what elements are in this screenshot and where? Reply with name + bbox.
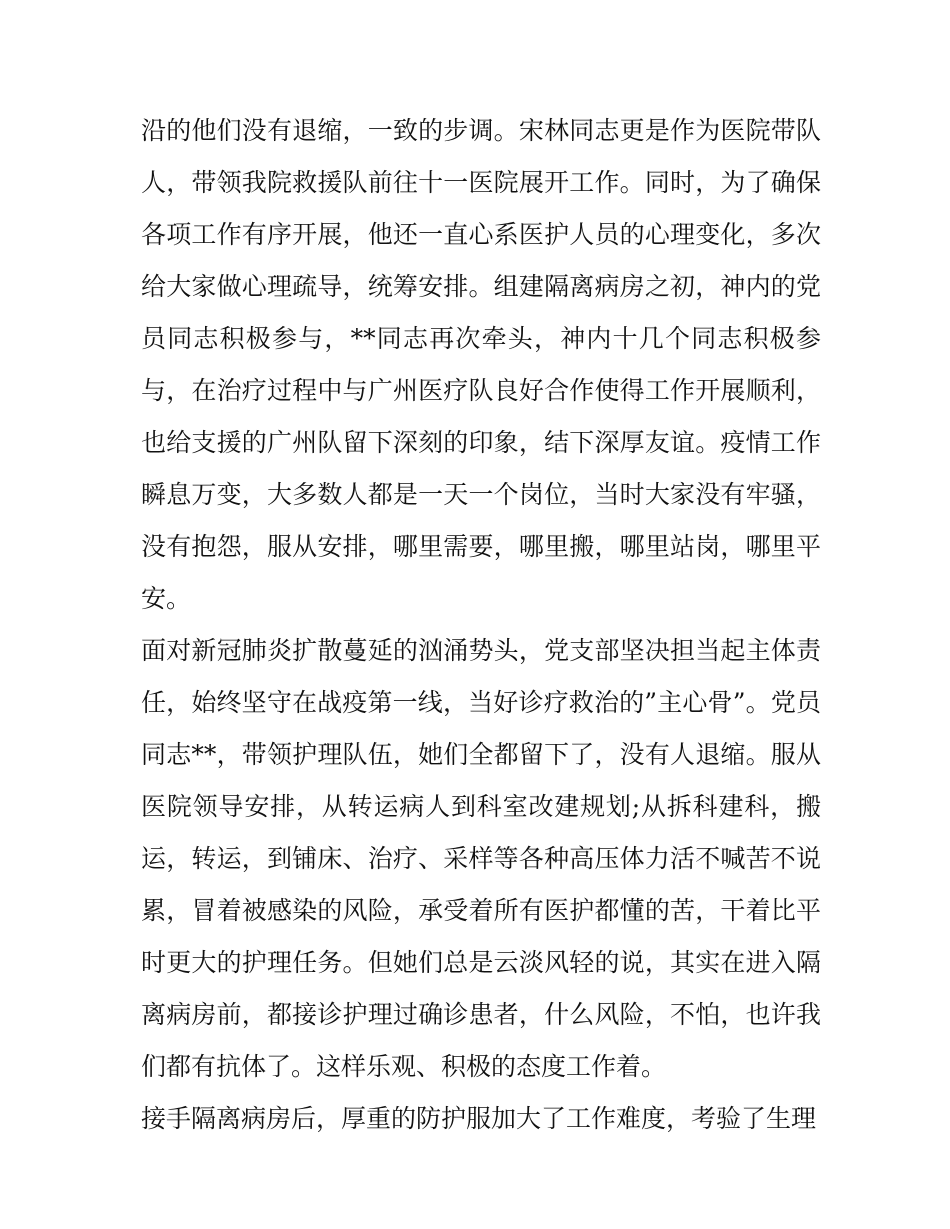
paragraph-2: 面对新冠肺炎扩散蔓延的汹涌势头，党支部坚决担当起主体责任，始终坚守在战疫第一线，当好诊疗救治的”主心骨”。党员同志**，带领护理队伍，她们全都留下了，没有人退缩。服从医院领导安排，从转运病人到科室改建规划;从拆科建科，搬运，转运，到铺床、治疗、采样等各种高压体力活不喊苦不说累，冒着被感染的风险，承受着所有医护都懂的苦，干着比平时更大的护理任务。但她们总是云淡风轻的说，其实在进入隔离病房前，都接诊护理过确诊患者，什么风险，不怕，也许我们都有抗体了。这样乐观、积极的态度工作着。 [141,636,821,1081]
paragraph-3: 接手隔离病房后，厚重的防护服加大了工作难度，考验了生理 [141,1104,817,1133]
paragraph-1: 沿的他们没有退缩，一致的步调。宋林同志更是作为医院带队人，带领我院救援队前往十一医院展开工作。同时，为了确保各项工作有序开展，他还一直心系医护人员的心理变化，多次给大家做心理疏导，统筹安排。组建隔离病房之初，神内的党员同志积极参与，**同志再次牵头，神内十几个同志积极参与，在治疗过程中与广州医疗队良好合作使得工作开展顺利，也给支援的广州队留下深刻的印象，结下深厚友谊。疫情工作瞬息万变，大多数人都是一天一个岗位，当时大家没有牢骚，没有抱怨，服从安排，哪里需要，哪里搬，哪里站岗，哪里平安。 [141,116,821,613]
document-body [141,105,821,1145]
